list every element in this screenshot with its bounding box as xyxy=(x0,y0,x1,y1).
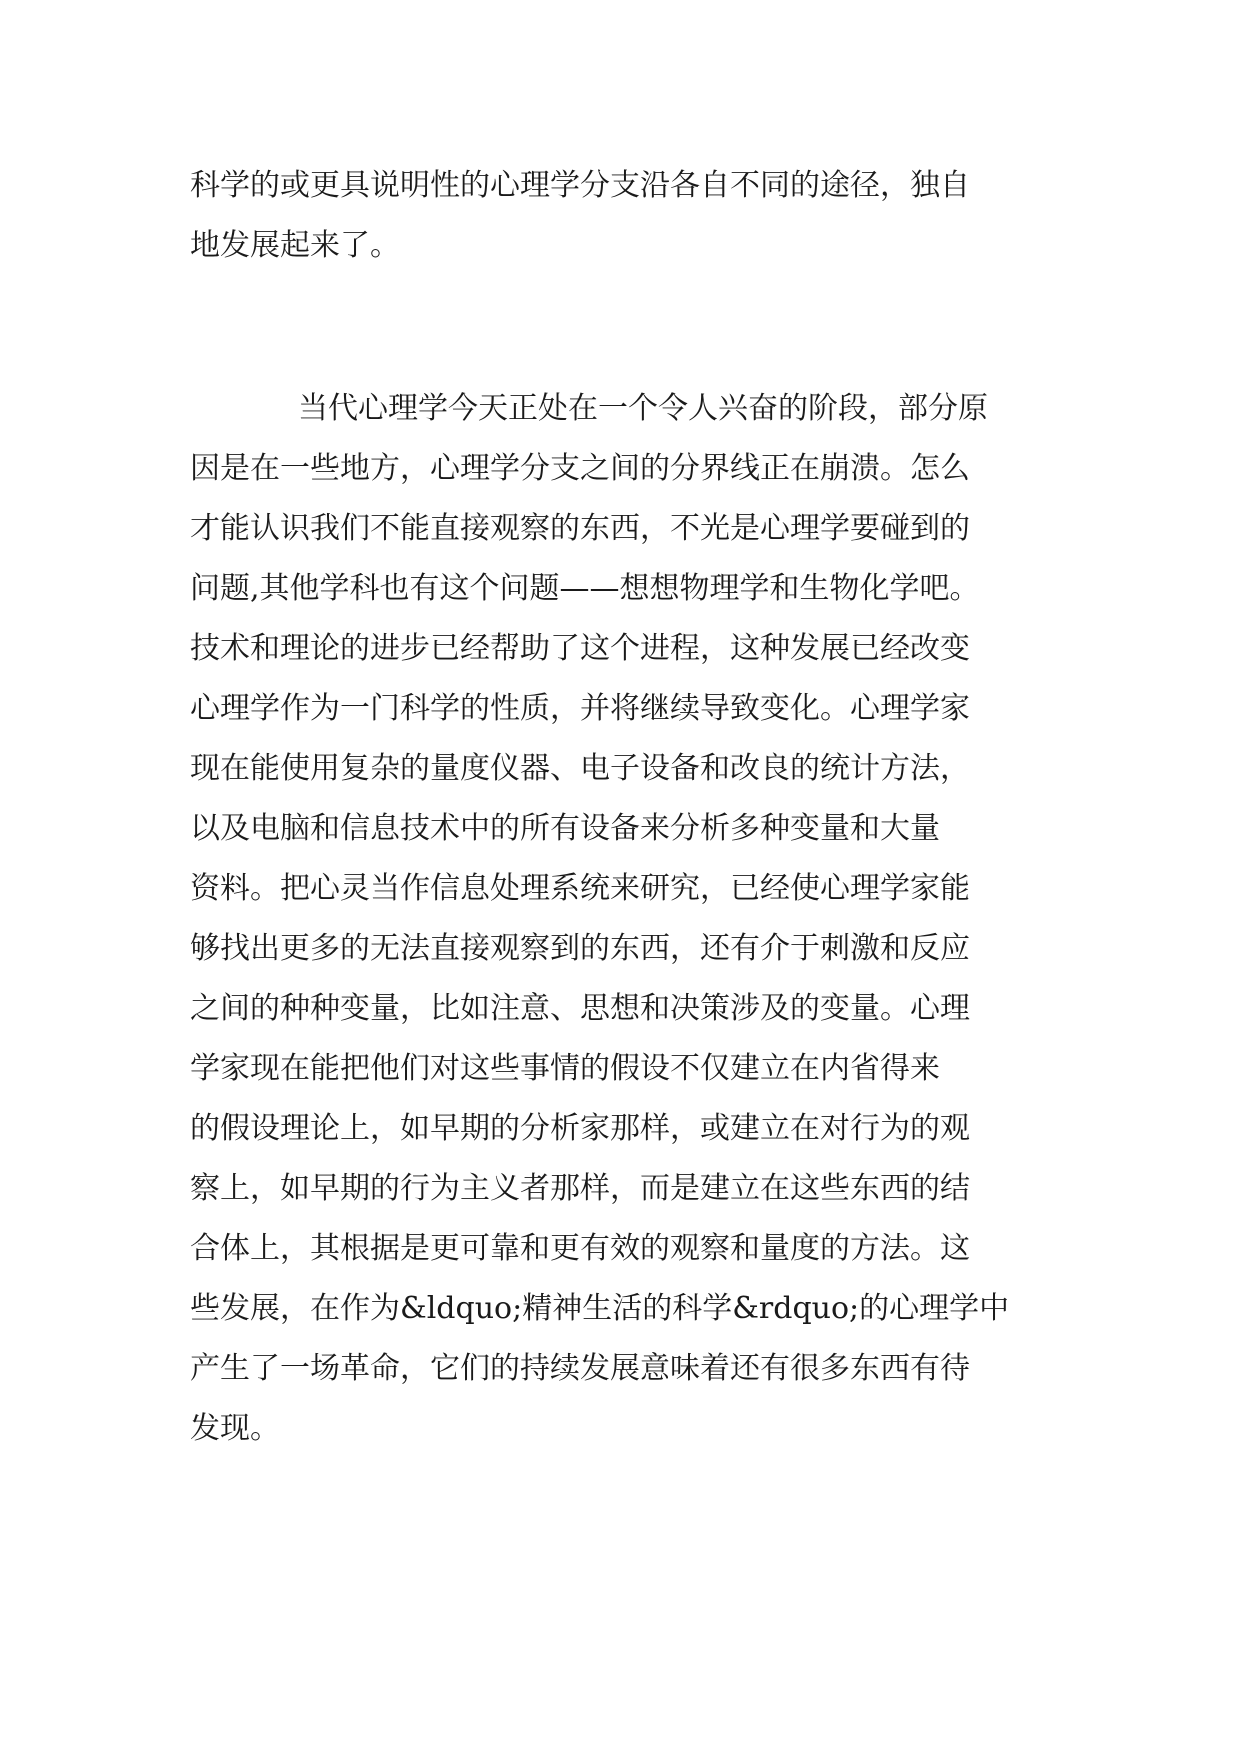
text-line: 产生了一场革命，它们的持续发展意味着还有很多东西有待 xyxy=(190,1351,970,1386)
text-line: 技术和理论的进步已经帮助了这个进程，这种发展已经改变 xyxy=(190,631,970,666)
text-line: 的假设理论上，如早期的分析家那样，或建立在对行为的观 xyxy=(190,1111,970,1146)
text-line: 地发展起来了。 xyxy=(190,228,400,263)
text-line: 察上，如早期的行为主义者那样，而是建立在这些东西的结 xyxy=(190,1171,970,1206)
text-line: 学家现在能把他们对这些事情的假设不仅建立在内省得来 xyxy=(190,1051,940,1086)
text-line: 些发展，在作为&ldquo;精神生活的科学&rdquo;的心理学中 xyxy=(190,1291,1010,1326)
text-line: 合体上，其根据是更可靠和更有效的观察和量度的方法。这 xyxy=(190,1231,970,1266)
text-line: 现在能使用复杂的量度仪器、电子设备和改良的统计方法， xyxy=(190,751,970,786)
text-line: 以及电脑和信息技术中的所有设备来分析多种变量和大量 xyxy=(190,811,940,846)
text-line: 问题,其他学科也有这个问题——想想物理学和生物化学吧。 xyxy=(190,571,980,606)
text-line: 才能认识我们不能直接观察的东西，不光是心理学要碰到的 xyxy=(190,511,970,546)
text-line: 够找出更多的无法直接观察到的东西，还有介于刺激和反应 xyxy=(190,931,970,966)
text-line: 科学的或更具说明性的心理学分支沿各自不同的途径，独自 xyxy=(190,168,970,203)
text-line: 发现。 xyxy=(190,1411,280,1446)
text-line: 之间的种种变量，比如注意、思想和决策涉及的变量。心理 xyxy=(190,991,970,1026)
text-line: 当代心理学今天正处在一个令人兴奋的阶段，部分原 xyxy=(298,391,988,426)
text-line: 心理学作为一门科学的性质，并将继续导致变化。心理学家 xyxy=(190,691,970,726)
text-line: 资料。把心灵当作信息处理系统来研究，已经使心理学家能 xyxy=(190,871,970,906)
text-line: 因是在一些地方，心理学分支之间的分界线正在崩溃。怎么 xyxy=(190,451,970,486)
